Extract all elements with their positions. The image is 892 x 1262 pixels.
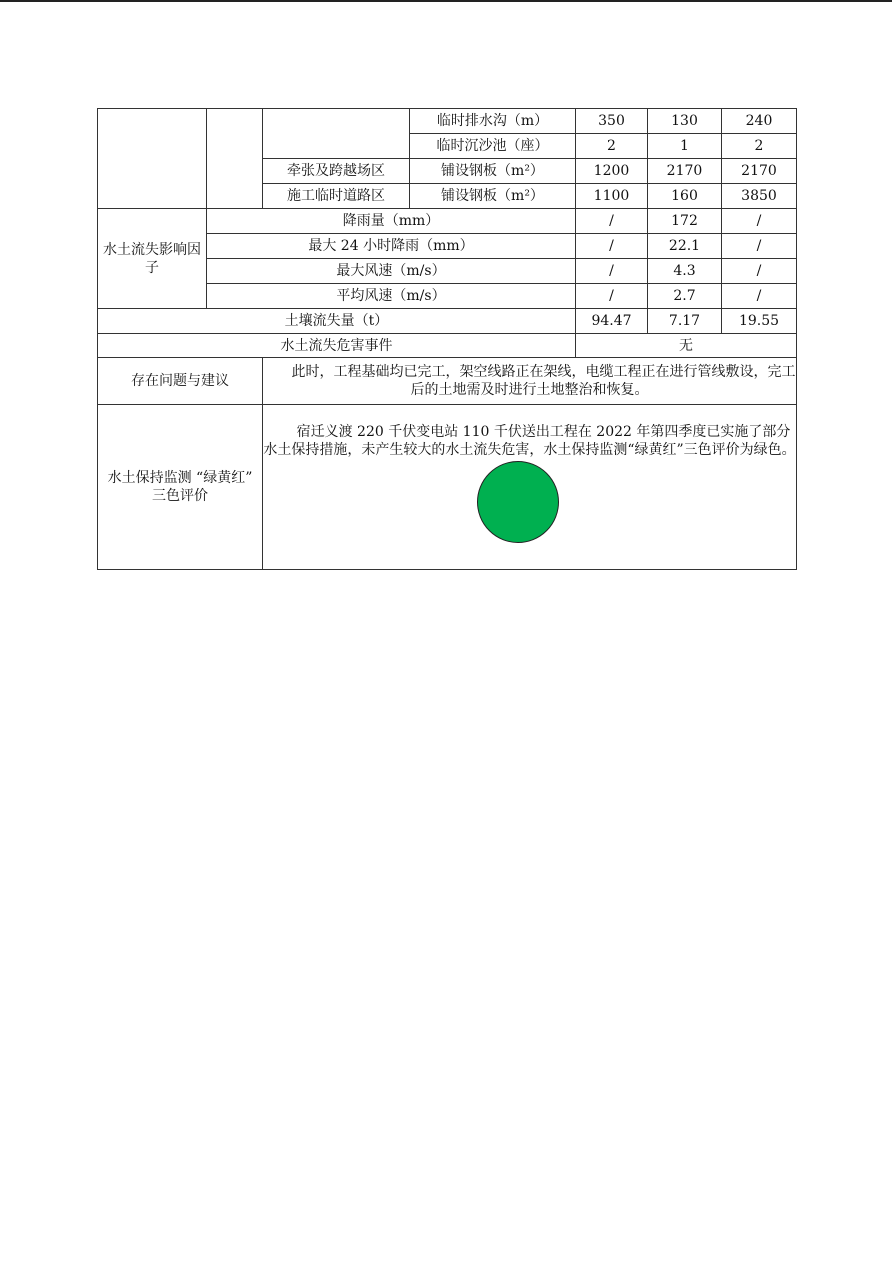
value-cell: /	[722, 209, 797, 234]
value-cell: 4.3	[648, 259, 722, 284]
area-cell: 施工临时道路区	[263, 184, 410, 209]
soil-loss-label: 土壤流失量（t）	[98, 309, 576, 334]
area-cell: 牵张及跨越场区	[263, 159, 410, 184]
value-cell: 7.17	[648, 309, 722, 334]
table-row	[98, 309, 797, 334]
value-cell: 2170	[722, 159, 797, 184]
value-cell: 2	[722, 134, 797, 159]
value-cell: 240	[722, 109, 797, 134]
value-cell: /	[576, 234, 648, 259]
value-cell: 3850	[722, 184, 797, 209]
evaluation-label: 水土保持监测 “绿黄红” 三色评价	[98, 405, 263, 570]
value-cell: 1100	[576, 184, 648, 209]
issues-label: 存在问题与建议	[98, 358, 263, 405]
factor-label: 平均风速（m/s）	[207, 284, 576, 309]
measure-cell: 临时沉沙池（座）	[410, 134, 576, 159]
value-cell: /	[576, 284, 648, 309]
table-row	[98, 209, 797, 234]
table-row	[98, 334, 797, 358]
evaluation-text: 宿迁义渡 220 千伏变电站 110 千伏送出工程在 2022 年第四季度已实施了部分水土保持措施，未产生较大的水土流失危害，水土保持监测“绿黄红”三色评价为绿色。	[263, 424, 796, 458]
green-status-circle-icon	[477, 461, 559, 543]
factor-label: 最大风速（m/s）	[207, 259, 576, 284]
value-cell: 2	[576, 134, 648, 159]
page-top-rule	[0, 0, 892, 2]
value-cell: 130	[648, 109, 722, 134]
blank-category-cell	[98, 109, 207, 209]
value-cell: 1200	[576, 159, 648, 184]
value-cell: /	[722, 284, 797, 309]
value-cell: /	[576, 259, 648, 284]
measure-cell: 铺设钢板（m²）	[410, 159, 576, 184]
table-row	[98, 109, 797, 134]
hazard-value: 无	[576, 334, 797, 358]
value-cell: 22.1	[648, 234, 722, 259]
table-row	[98, 358, 797, 405]
area-cell	[263, 109, 410, 159]
value-cell: /	[576, 209, 648, 234]
evaluation-indicator	[263, 459, 796, 551]
value-cell: 94.47	[576, 309, 648, 334]
factor-label: 降雨量（mm）	[207, 209, 576, 234]
monitoring-table	[97, 108, 797, 570]
measure-cell: 临时排水沟（m）	[410, 109, 576, 134]
evaluation-cell	[263, 405, 797, 570]
value-cell: /	[722, 259, 797, 284]
factor-label: 最大 24 小时降雨（mm）	[207, 234, 576, 259]
blank-subcategory-cell	[207, 109, 263, 209]
value-cell: /	[722, 234, 797, 259]
measure-cell: 铺设钢板（m²）	[410, 184, 576, 209]
hazard-label: 水土流失危害事件	[98, 334, 576, 358]
issues-text: 此时，工程基础均已完工，架空线路正在架线，电缆工程正在进行管线敷设，完工后的土地需及时进行土地整治和恢复。	[263, 358, 797, 405]
value-cell: 160	[648, 184, 722, 209]
factors-label: 水土流失影响因子	[98, 209, 207, 309]
value-cell: 2170	[648, 159, 722, 184]
table-row	[98, 405, 797, 570]
value-cell: 172	[648, 209, 722, 234]
value-cell: 350	[576, 109, 648, 134]
value-cell: 2.7	[648, 284, 722, 309]
value-cell: 19.55	[722, 309, 797, 334]
value-cell: 1	[648, 134, 722, 159]
